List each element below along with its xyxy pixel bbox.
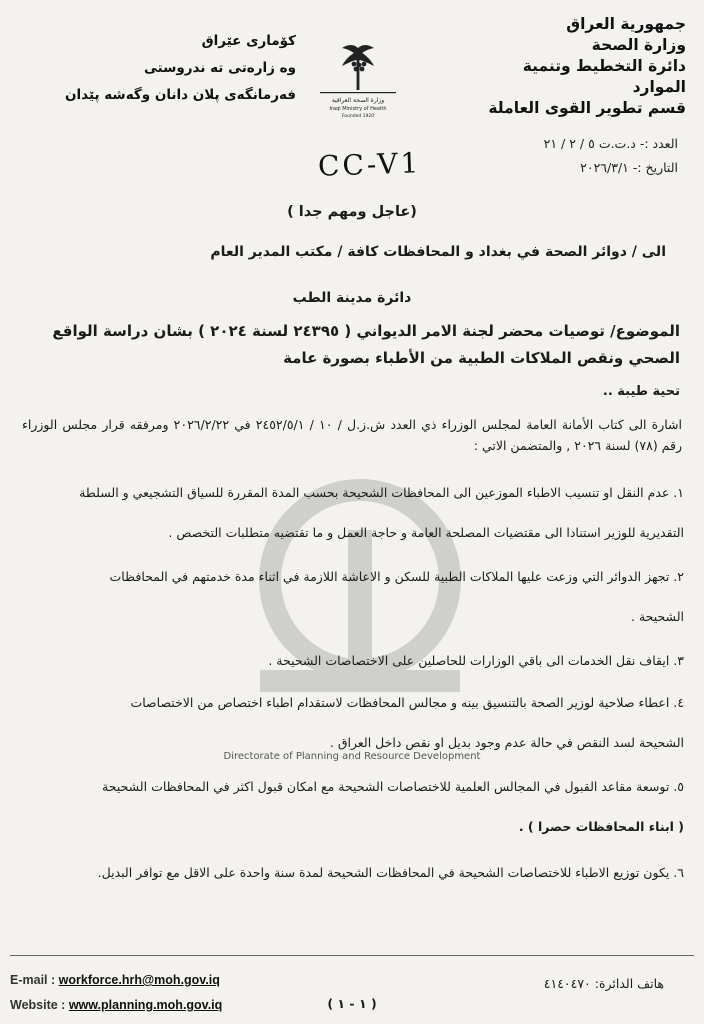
list-item-line: ٢. تجهز الدوائر التي وزعت عليها الملاكات الطبية للسكن و الاعاشة اللازمة في اثناء مدة خدمتهم في المحافظات bbox=[109, 569, 684, 584]
phone-label: هاتف الدائرة: bbox=[594, 976, 664, 991]
handwritten-annotation: CC-V1 bbox=[317, 146, 422, 183]
recipients-main: الى / دوائر الصحة في بغداد و المحافظات كافة bbox=[347, 244, 666, 260]
list-item bbox=[14, 692, 684, 754]
greeting: تحية طيبة .. bbox=[602, 384, 680, 399]
recipients-line: الى / دوائر الصحة في بغداد و المحافظات كافة / مكتب المدير العام bbox=[210, 244, 666, 260]
footer-phone bbox=[544, 976, 664, 991]
ministry-logo bbox=[312, 40, 404, 122]
logo-text-en: Iraqi Ministry of Health bbox=[329, 106, 387, 112]
reference-number-label: العدد :- bbox=[639, 136, 678, 151]
recipients-office: مكتب المدير العام bbox=[210, 244, 333, 260]
list-item bbox=[14, 482, 684, 544]
list-item-line: ٤. اعطاء صلاحية لوزير الصحة بالتنسيق بينه و مجالس المحافظات لاستقدام اطباء اختصاص من الاختصاصات bbox=[130, 695, 684, 710]
subject: الموضوع/ توصيات محضر لجنة الامر الديواني ( ٢٤٣٩٥ لسنة ٢٠٢٤ ) بشان دراسة الواقع الصحي ونقص الملاكات الطبية من الأطباء بصورة عامة bbox=[52, 322, 680, 367]
header-line: جمهورية العراق bbox=[566, 15, 686, 33]
header-line: فەرمانگەی پلان دانان وگەشە پێدان bbox=[65, 87, 296, 103]
list-item-line: الشحيحة لسد النقص في حالة عدم وجود بديل او نقص داخل العراق . bbox=[329, 735, 684, 750]
header-line: قسم تطوير القوى العاملة bbox=[488, 99, 686, 117]
reference-number bbox=[478, 136, 678, 151]
header-line: كۆماری عێراق bbox=[201, 33, 296, 49]
reference-date bbox=[478, 160, 678, 175]
page-number: ( ١ - ١ ) bbox=[327, 996, 377, 1011]
website-link[interactable]: www.planning.moh.gov.iq bbox=[68, 998, 223, 1012]
list-item bbox=[14, 650, 684, 672]
reference-date-value: ٢٠٢٦/٣/١ bbox=[580, 160, 629, 175]
website-label: Website : bbox=[10, 998, 66, 1012]
list-item-line: ٣. ايقاف نقل الخدمات الى باقي الوزارات للحاصلين على الاختصاصات الشحيحة . bbox=[268, 653, 684, 668]
list-item-line: ( ابناء المحافظات حصرا ) . bbox=[518, 819, 684, 834]
header-line: وه زارەتی تە ندروستی bbox=[143, 60, 296, 76]
reference-number-value: د.ت.ت ٥ / ٢ / ٢١ bbox=[543, 136, 636, 151]
list-item bbox=[14, 776, 684, 838]
header-line: دائرة التخطيط وتنمية الموارد bbox=[522, 57, 686, 96]
list-item-line: التقديرية للوزير استنادا الى مقتضيات المصلحة العامة و حاجة العمل و ما تقتضيه متطلبات التخصص . bbox=[168, 525, 684, 540]
recipients-secondary: دائرة مدينة الطب bbox=[292, 290, 412, 306]
watermark-department-en: Directorate of Planning and Resource Development bbox=[223, 751, 481, 762]
list-item bbox=[14, 862, 684, 884]
email-link[interactable]: workforce.hrh@moh.gov.iq bbox=[58, 973, 220, 987]
phone-number: ٤١٤٠٤٧٠ bbox=[543, 976, 591, 991]
list-item-line: الشحيحة . bbox=[631, 609, 684, 624]
logo-text-ar: وزارة الصحة العراقية bbox=[331, 97, 385, 104]
intro-paragraph: اشارة الى كتاب الأمانة العامة لمجلس الوزراء ذي العدد ش.ز.ل / ١٠ / ٢٤٥٢/٥/١ في ٢٠٢٦/٢/٢٢ ومرفقه قرار مجلس الوزراء رقم (٧٨) لسنة ٢٠٢٦ , والمتضمن الاتي : bbox=[22, 417, 682, 453]
urgent-label: (عاجل ومهم جدا ) bbox=[287, 204, 417, 220]
header-ministry-arabic bbox=[486, 14, 686, 119]
header-line: وزارة الصحة bbox=[591, 36, 686, 54]
header-ministry-kurdish bbox=[36, 28, 296, 109]
palm-tree-icon bbox=[312, 40, 404, 122]
logo-founded: Founded 1920 bbox=[341, 114, 375, 119]
list-item bbox=[14, 566, 684, 628]
list-item-line: ٦. يكون توزيع الاطباء للاختصاصات الشحيحة في المحافظات الشحيحة لمدة سنة واحدة على الاقل مع توافر البديل. bbox=[97, 865, 684, 880]
list-item-line: ٥. توسعة مقاعد القبول في المجالس العلمية للاختصاصات الشحيحة مع امكان قبول اكثر في المحافظات الشحيحة bbox=[102, 779, 684, 794]
email-label: E-mail : bbox=[10, 973, 56, 987]
list-item-line: ١. عدم النقل او تنسيب الاطباء الموزعين الى المحافظات الشحيحة بحسب المدة المقررة للسياق التشجيعي و السلطة bbox=[79, 485, 684, 500]
footer-divider bbox=[10, 955, 694, 956]
reference-date-label: التاريخ :- bbox=[632, 160, 678, 175]
